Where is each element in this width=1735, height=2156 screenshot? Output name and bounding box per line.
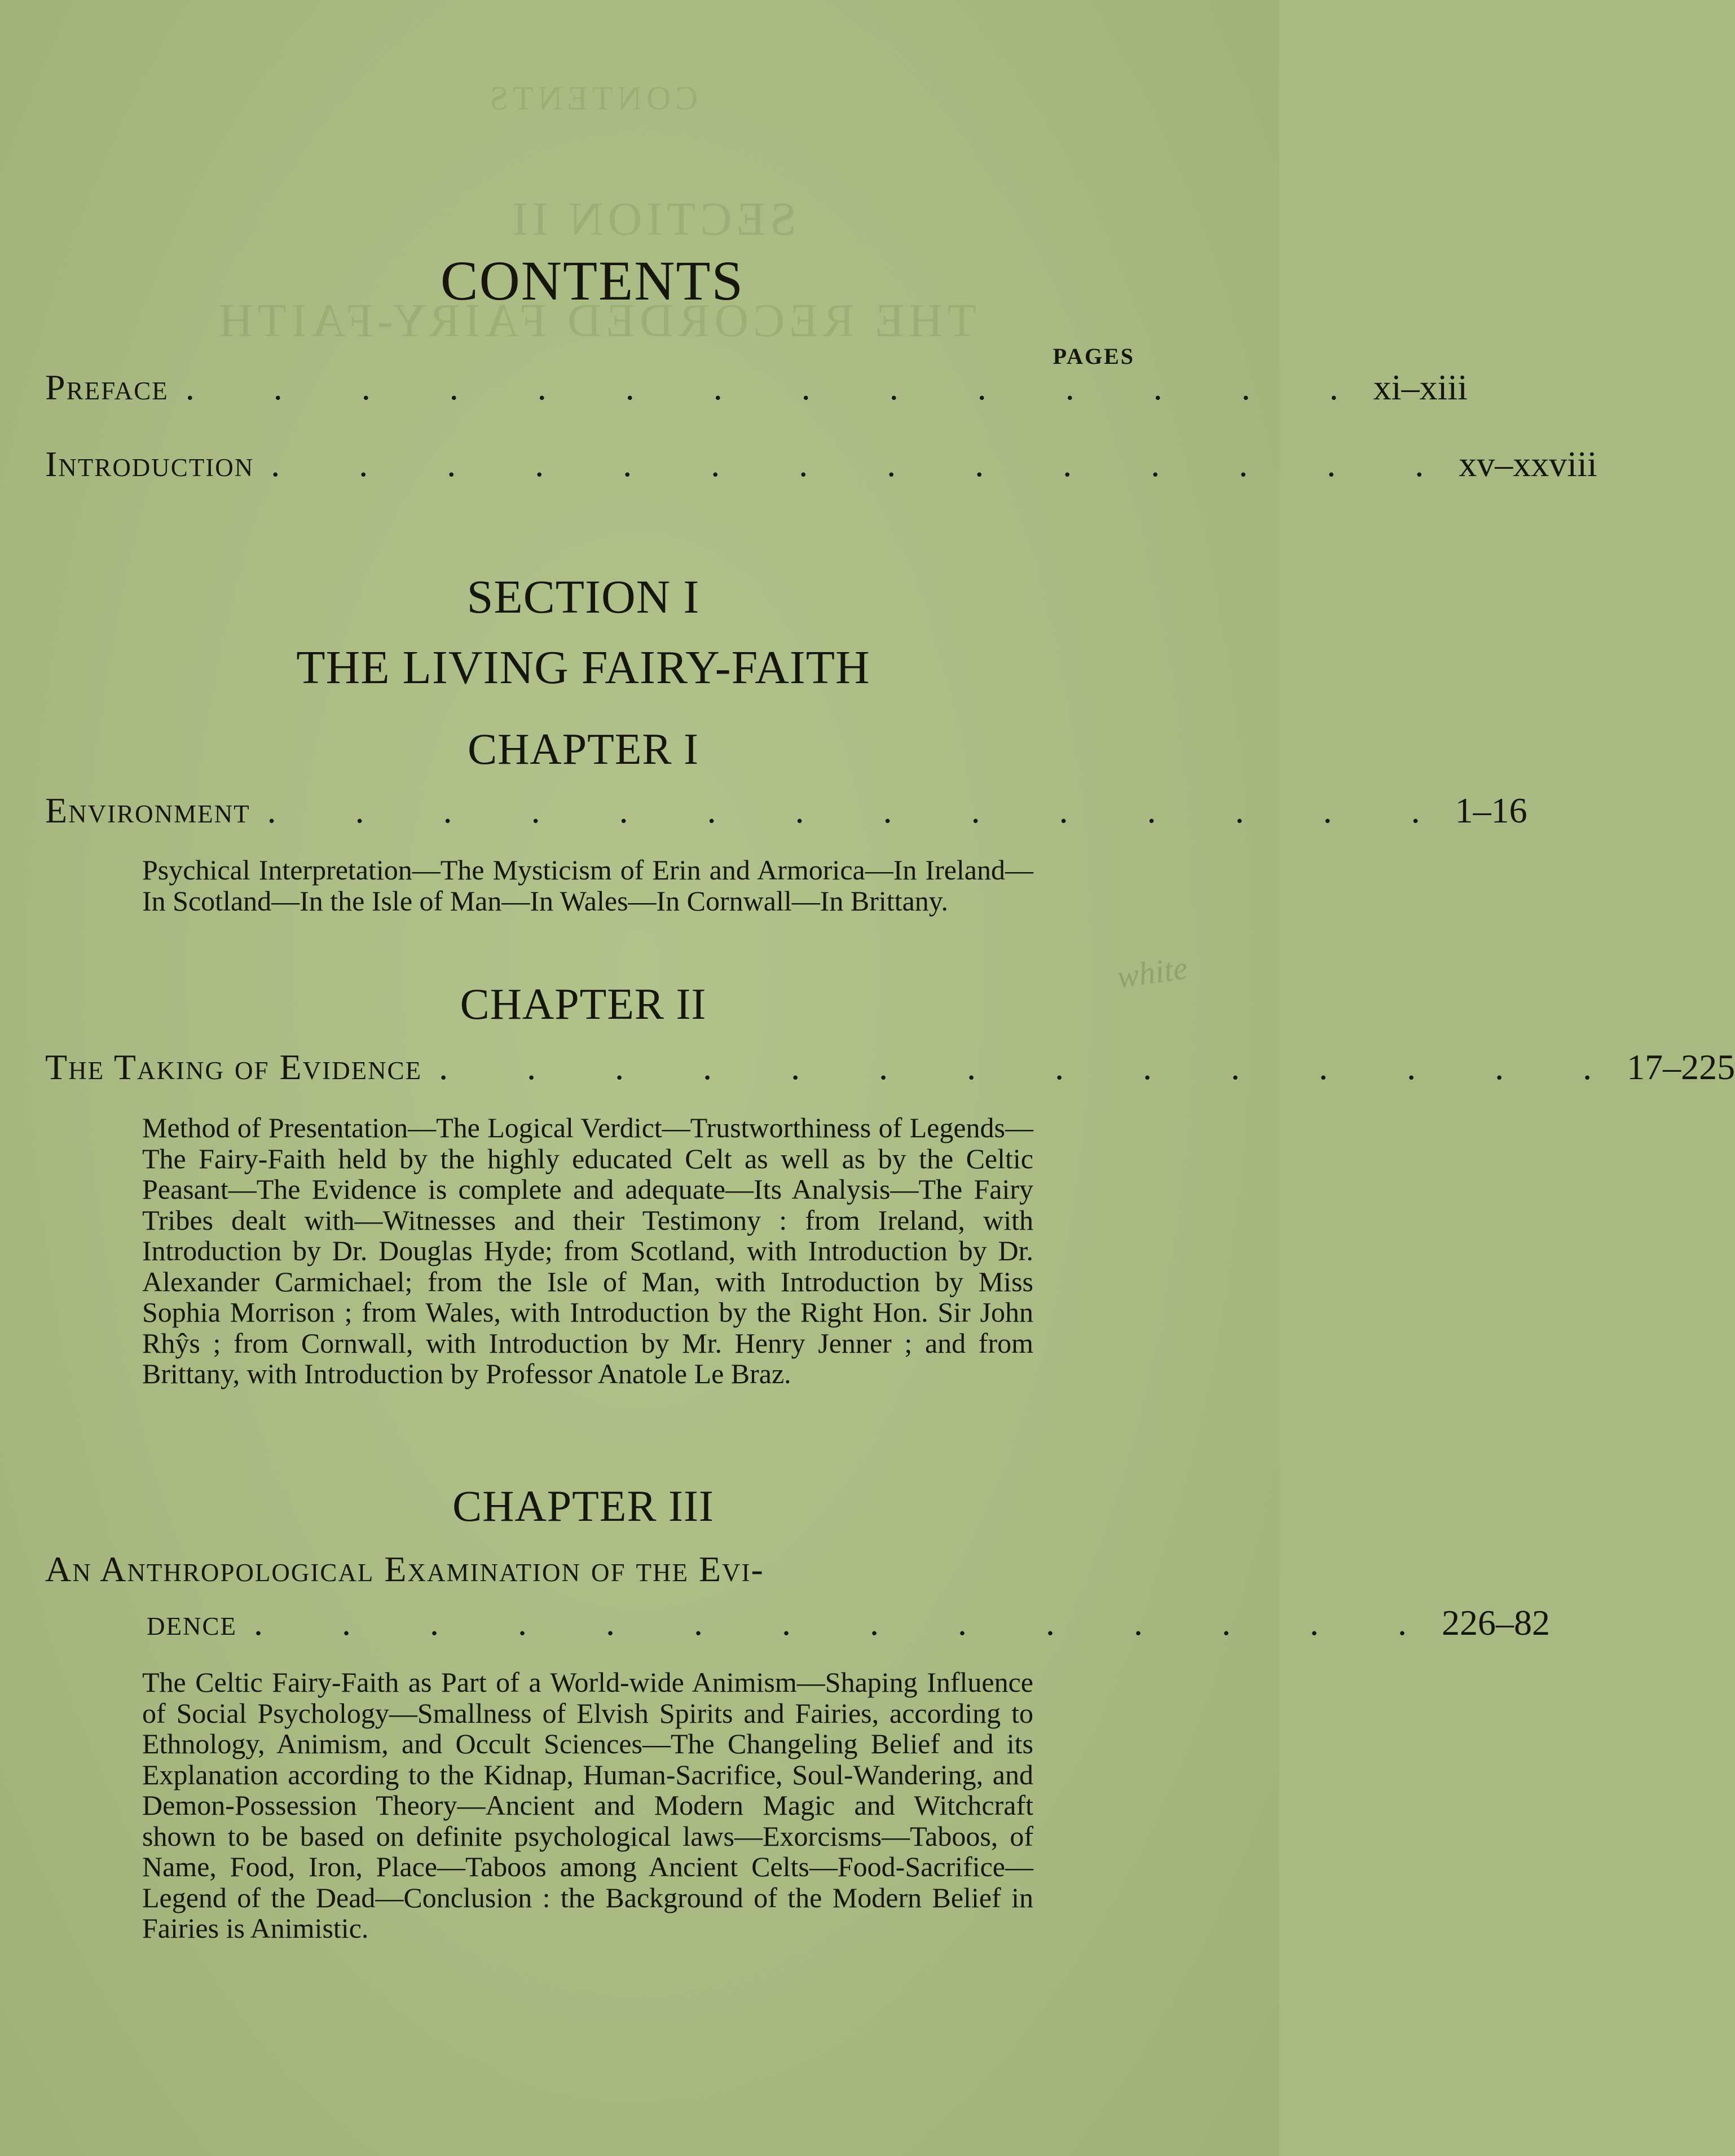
leader-dots: . . . . . . . . . . . . . .	[439, 1047, 1627, 1087]
chapter-summary: The Celtic Fairy-Faith as Part of a World-wide Animism—Shaping Influence of Social Psychology—Smallness of Elvish Spirits and Fairies, according to Ethnology, Animism, and Occult Sciences—The Changeling Belief and its Explanation according to the Kidnap, Human-Sacrifice, Soul-Wandering, and Demon-Possession Theory—Ancient and Modern Magic and Witchcraft shown to be based on definite psychological laws—Exorcisms—Taboos, of Name, Food, Iron, Place—Taboos among Ancient Celts—Food-Sacrifice—Legend of the Dead—Conclusion : the Background of the Modern Belief in Fairies is Animistic.	[142, 1666, 1033, 1944]
toc-entry-label: Introduction	[45, 444, 254, 484]
toc-entry-pages: xv–xxviii	[1459, 444, 1597, 484]
toc-entry-label: An Anthropological Examination of the Evi-	[45, 1549, 764, 1589]
toc-entry-pages: 1–16	[1455, 790, 1527, 830]
leader-dots: . . . . . . . . . . . . . .	[267, 790, 1455, 830]
toc-entry-preface	[45, 367, 1468, 408]
toc-entry-chapter-3	[45, 1548, 1135, 1590]
toc-entry-pages: xi–xiii	[1373, 367, 1468, 407]
leader-dots: . . . . . . . . . . . . . .	[271, 444, 1459, 484]
toc-entry-introduction	[45, 443, 1597, 485]
chapter-heading: CHAPTER III	[452, 1481, 714, 1530]
bleed-through-section: SECTION II	[508, 193, 796, 245]
toc-entry-label: The Taking of Evidence	[45, 1047, 422, 1087]
toc-entry-label: Preface	[45, 367, 169, 407]
toc-entry-chapter-3-continued	[147, 1602, 1550, 1644]
chapter-summary: Method of Presentation—The Logical Verdict—Trustworthiness of Legends—The Fairy-Faith held by the highly educated Celt as well as by the Celtic Peasant—The Evidence is complete and adequate—Its Analysis—The Fairy Tribes dealt with—Witnesses and their Testimony : from Ireland, with Introduction by Dr. Douglas Hyde; from Scotland, with Introduction by Dr. Alexander Carmichael; from the Isle of Man, with Introduction by Miss Sophia Morrison ; from Wales, with Introduction by the Right Hon. Sir John Rhŷs ; from Cornwall, with Introduction by Mr. Henry Jenner ; and from Brittany, with Introduction by Professor Anatole Le Braz.	[142, 1112, 1033, 1389]
leader-dots: . . . . . . . . . . . . . .	[185, 367, 1373, 407]
pencil-annotation: white	[1115, 949, 1190, 996]
bleed-through-running-head: CONTENTS	[485, 80, 698, 117]
chapter-summary: Psychical Interpretation—The Mysticism of Erin and Armorica—In Ireland—In Scotland—In the Isle of Man—In Wales—In Cornwall—In Brittany.	[142, 854, 1033, 917]
chapter-heading: CHAPTER I	[468, 724, 699, 773]
toc-entry-pages: 17–225	[1627, 1047, 1735, 1087]
section-title: THE LIVING FAIRY-FAITH	[296, 641, 870, 694]
leader-dots: . . . . . . . . . . . . . .	[254, 1603, 1442, 1643]
toc-entry-label-continued: dence	[147, 1603, 237, 1643]
chapter-heading: CHAPTER II	[460, 979, 707, 1028]
toc-entry-label: Environment	[45, 790, 250, 830]
toc-entry-chapter-1	[45, 790, 1527, 831]
bleed-through-section-title: THE RECORDED FAIRY-FAITH	[214, 294, 976, 347]
toc-entry-pages: 226–82	[1442, 1603, 1550, 1643]
page-title: CONTENTS	[440, 249, 745, 312]
toc-entry-chapter-2	[45, 1046, 1735, 1088]
section-number: SECTION I	[466, 571, 700, 623]
pages-column-header: PAGES	[1053, 344, 1135, 369]
